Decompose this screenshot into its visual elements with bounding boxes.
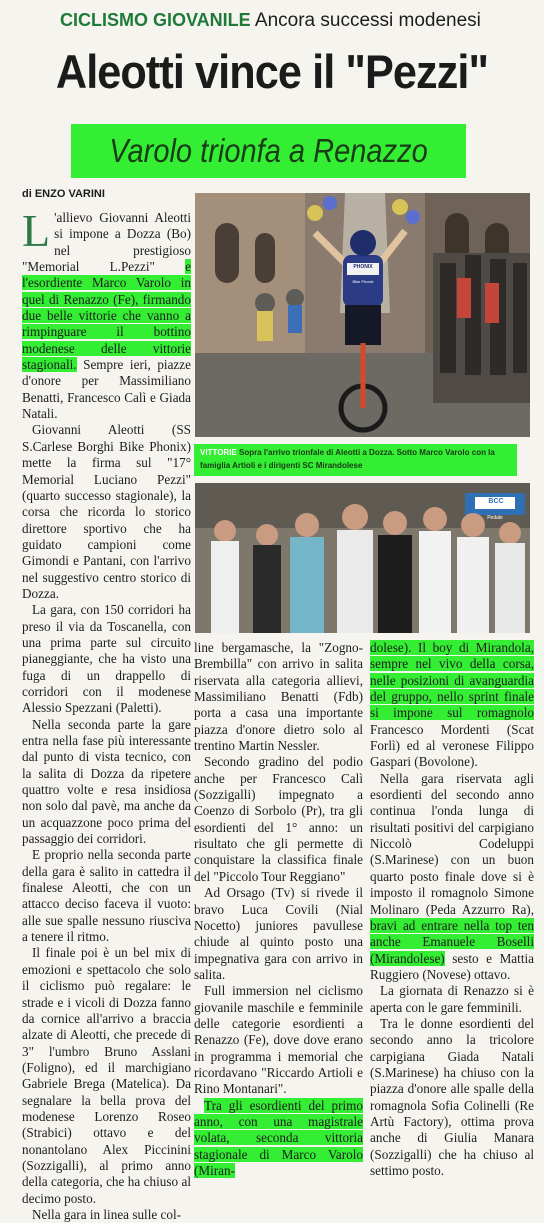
article-column-2 (194, 640, 363, 1179)
jersey-team: Bike Phonix (352, 279, 374, 284)
text-run: sesto e Mattia Ruggiero (Novese) ottavo. (370, 950, 534, 982)
article-column-3 (370, 640, 534, 1179)
paragraph (22, 205, 191, 422)
kicker-text: Ancora successi modenesi (254, 10, 481, 31)
text-run: 'allievo Giovanni Aleotti si impone a Dozza (Bo) nel prestigioso "Memorial L.Pezzi" (22, 210, 191, 275)
highlighted-text: bravi ad entrare nella top ten anche Emanuele Boselli (Mirandolese) (370, 917, 534, 966)
paragraph: Ad Orsago (Tv) si rivede il bravo Luca Covili (Nial Nocetto) juniores pavullese chiude al quinto posto una impegnativa gara con arrivo in salita. (194, 885, 363, 982)
drop-cap: L (22, 205, 51, 256)
section-kicker (60, 6, 530, 34)
paragraph: E proprio nella seconda parte della gara è salito in cattedra il finalese Aleotti, che con un attacco deciso faceva il vuoto: alle sue spalle nessuno riusciva a tenere il ritmo. (22, 847, 191, 945)
highlighted-text: dolese). Il boy di Mirandola, sempre nel vivo della corsa, nelle posizioni di avanguardia del gruppo, nello sprint finale si impone sul romagnolo (370, 640, 534, 721)
paragraph (370, 640, 534, 771)
subheadline: Varolo trionfa a Renazzo (109, 132, 428, 169)
highlighted-text: Tra gli esordienti del primo anno, con una magistrale volata, seconda vittoria stagionale di Marco Varolo (Miran- (194, 1097, 363, 1178)
caption-label: VITTORIE (200, 448, 237, 457)
banner-subtext: Pedale (487, 515, 503, 521)
article-column-1 (22, 205, 191, 1223)
byline: di ENZO VARINI (22, 188, 105, 200)
paragraph: La giornata di Renazzo si è aperta con le gare femminili. (370, 983, 534, 1015)
photo-group (195, 483, 530, 633)
text-run: Nella gara riservata agli esordienti del secondo anno continua l'onda lunga di risultati positivi del carpigiano Niccolò Codeluppi (S.Marinese) con un buon quarto posto finale dove si è imposto il romagnolo Simone Molinaro (Peda Azzurro Ra), (370, 770, 534, 917)
section-label: CICLISMO GIOVANILE (60, 10, 251, 30)
photo-caption (200, 446, 520, 472)
text-run: Sempre ieri, piazze d'onore per Massimiliano Benatti, Francesco Calì e Giada Natali. (22, 357, 191, 422)
paragraph: Secondo gradino del podio anche per Francesco Calì (Sozzigalli) impegnato a Coenzo di Sorbolo (Pr), tra gli esordienti del 1° anno: un risultato che gli permette di conquistare la classifica finale del "Piccolo Tour Reggiano" (194, 754, 363, 884)
paragraph: Tra le donne esordienti del secondo anno la tricolore carpigiana Giada Natali (S.Marinese) ha chiuso con la piazza d'onore alle spalle della romagnola Sofia Colinelli (Re Artù Factory), ottima prova anche di Giulia Manara (Sozzigalli) che ha chiuso al settimo posto. (370, 1015, 534, 1178)
headline: Aleotti vince il "Pezzi" (55, 45, 489, 98)
paragraph: Full immersion nel ciclismo giovanile maschile e femminile delle categorie esordienti a Renazzo (Fe), dove dove erano in programma i memorial che ricordavano "Riccardo Artioli e Rino Montanari". (194, 983, 363, 1097)
paragraph (370, 771, 534, 983)
paragraph: line bergamasche, la "Zogno-Brembilla" con arrivo in salita riservata alla categoria allievi, Massimiliano Benatti (Fdb) porta a casa una importante piazza d'onore dietro solo al trentino Martin Nessler. (194, 640, 363, 754)
text-run: Francesco Mordenti (Scat Forlì) ed al veronese Filippo Gaspari (Bovolone). (370, 721, 534, 770)
banner-text: BCC (488, 498, 504, 505)
caption-text: Sopra l'arrivo trionfale di Aleotti a Dozza. Sotto Marco Varolo con la famiglia Artioli e i dirigenti SC Mirandolese (200, 448, 495, 470)
paragraph: Il finale poi è un bel mix di emozioni e spettacolo che solo il ciclismo può regalare: le strade e i vicoli di Dozza fanno da cornice all'arrivo a braccia alzate di Aleotti, che precede di 3" l'umbro Bruno Asslani (Foligno), ed il marchigiano Gabriele Brega (Matelica). Da segnalare la bella prova del modenese Lorenzo Roseo (Strabici) ottavo e del nonantolano Alex Piccinini (Sozzigalli), al primo anno della categoria, che ha chiuso al decimo posto. (22, 945, 191, 1206)
paragraph: Giovanni Aleotti (SS S.Carlese Borghi Bike Phonix) mette la firma sul "17° Memorial Luciano Pezzi" (quarto successo stagionale), la corsa che ricorda lo storico direttore sportivo che ha guidato campioni come Gimondi e Pantani, con l'arrivo nel suggestivo centro storico di Dozza. (22, 422, 191, 601)
photo-finish-dozza (195, 193, 530, 437)
paragraph: Nella seconda parte la gare entra nella fase più interessante dal punto di vista tecnico, con la salita di Dozza da ripetere quattro volte e resa insidiosa non solo dal pavè, ma anche da un acquazzone poco prima del passaggio dei corridori. (22, 716, 191, 847)
paragraph: Nella gara in linea sulle col- (32, 1206, 182, 1222)
group-photo-illustration (195, 483, 530, 633)
photo-illustration (195, 193, 530, 437)
highlighted-text: e l'esordiente Marco Varolo in quel di Renazzo (Fe), firmando due belle vittorie che vanno a rimpinguare il bottino modenese delle vittorie stagionali. (22, 259, 191, 373)
paragraph: La gara, con 150 corridori ha preso il via da Toscanella, con una prima parte sul circuito pianeggiante, che ha visto una fuga di un drappello di corridori con il modenese Alessio Spezzani (Paletti). (22, 602, 191, 716)
paragraph (194, 1098, 363, 1180)
jersey-sponsor: PHONIX (353, 264, 373, 270)
